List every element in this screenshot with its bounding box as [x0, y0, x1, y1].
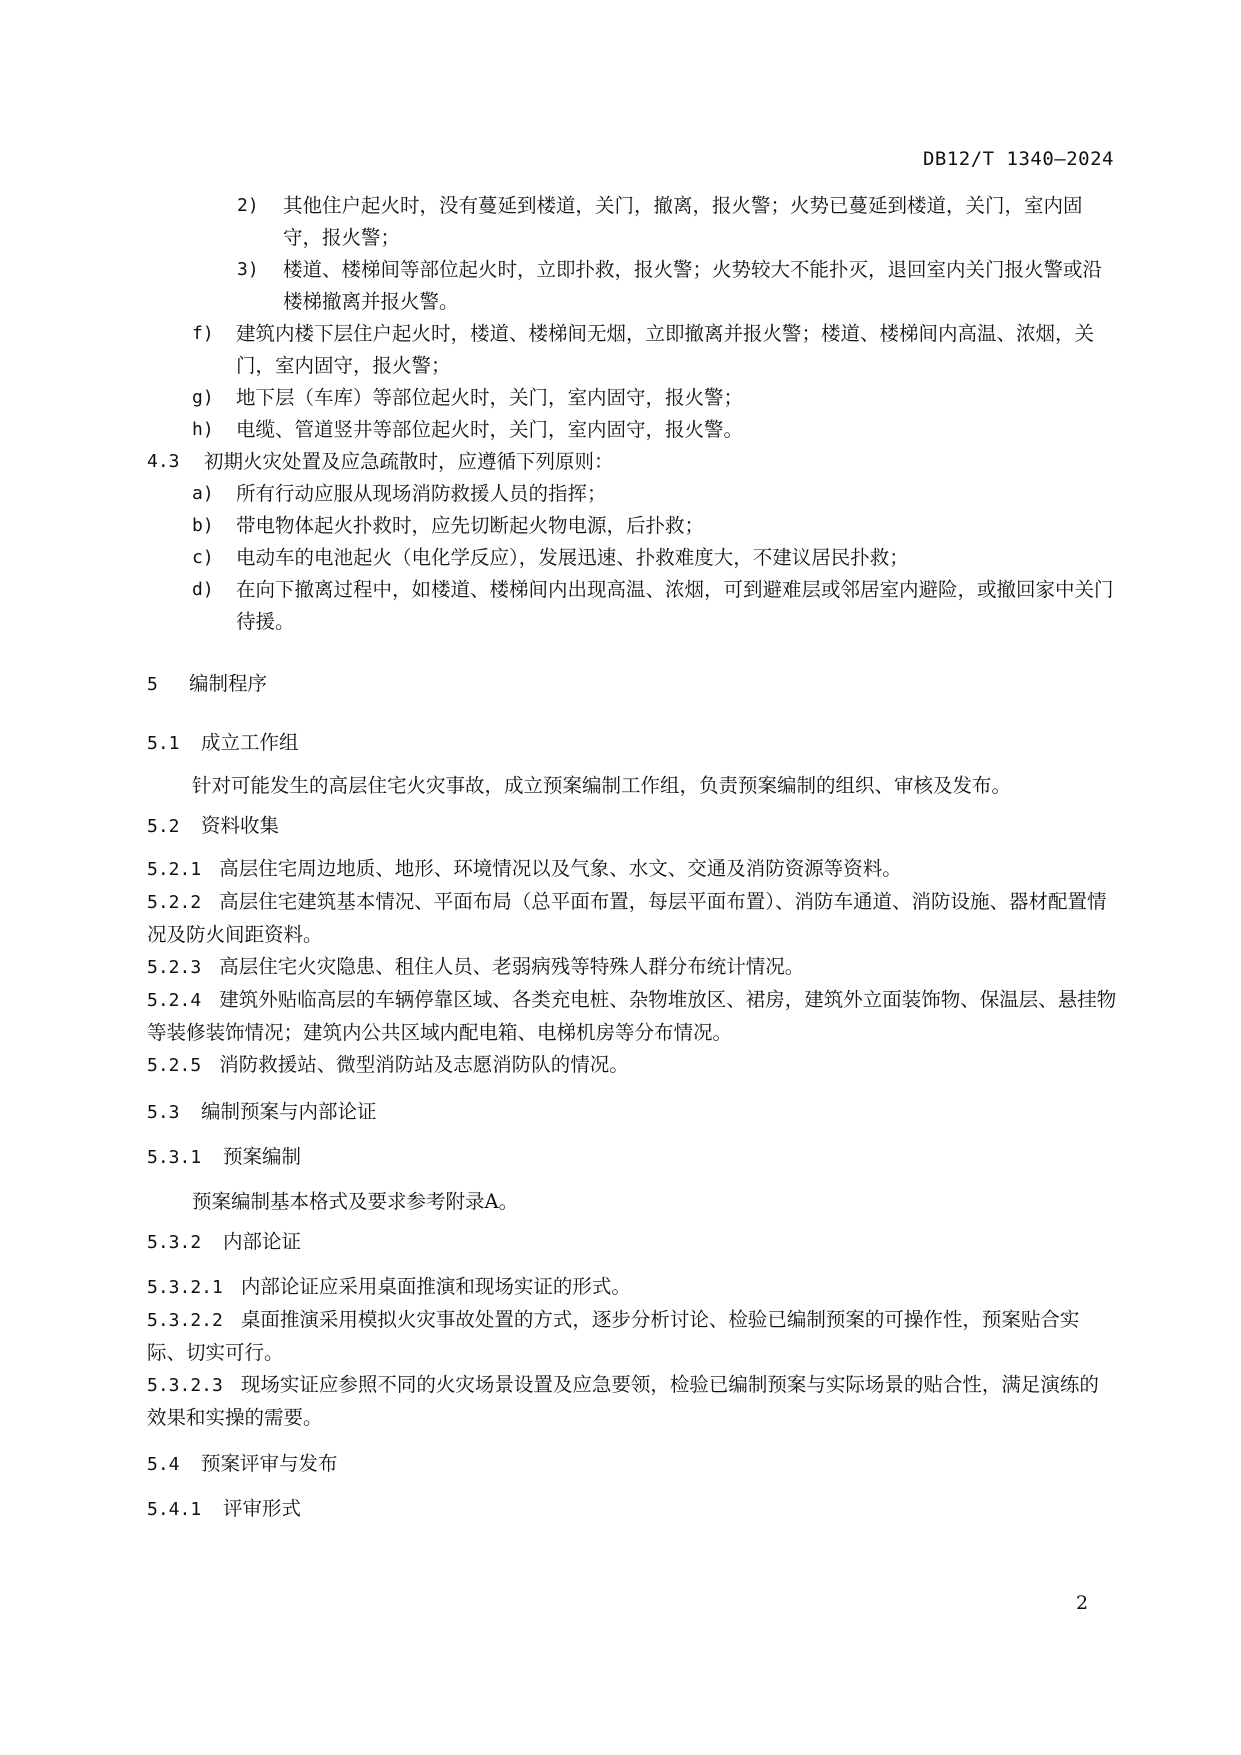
list-item — [147, 478, 1117, 510]
item-text: 带电物体起火扑救时，应先切断起火物电源，后扑救； — [236, 514, 705, 537]
section-number: 5.2 — [147, 816, 180, 837]
subsection-heading — [147, 1226, 1117, 1259]
clause-text: 消防救援站、微型消防站及志愿消防队的情况。 — [219, 1053, 629, 1076]
clause — [147, 853, 1117, 886]
item-text: 地下层（车库）等部位起火时，关门，室内固守，报火警； — [236, 386, 744, 409]
page-number: 2 — [1076, 1592, 1089, 1614]
section-title: 资料收集 — [201, 814, 280, 837]
chapter-heading — [147, 668, 1117, 701]
clause — [147, 984, 1117, 1049]
item-letter: d) — [192, 579, 214, 600]
clause — [147, 886, 1117, 951]
section-heading — [147, 727, 1117, 760]
item-letter: h) — [192, 419, 214, 440]
list-item — [147, 574, 1117, 638]
section-title: 预案评审与发布 — [201, 1452, 338, 1475]
chapter-number: 5 — [147, 674, 158, 695]
clause — [147, 1271, 1117, 1304]
list-item — [147, 318, 1117, 382]
section-heading — [147, 810, 1117, 843]
section-number: 5.3 — [147, 1102, 180, 1123]
subsection-title: 内部论证 — [223, 1230, 302, 1253]
item-text: 所有行动应服从现场消防救援人员的指挥； — [236, 482, 607, 505]
item-number: 2) — [237, 195, 259, 216]
clause-number: 5.2.1 — [147, 859, 202, 880]
clause-number: 5.2.3 — [147, 957, 202, 978]
item-letter: c) — [192, 547, 214, 568]
clause-number: 5.3.2.1 — [147, 1277, 223, 1298]
chapter-title: 编制程序 — [189, 672, 268, 695]
clause — [147, 1369, 1117, 1434]
section-heading — [147, 1096, 1117, 1129]
list-item — [147, 510, 1117, 542]
clause-text: 高层住宅建筑基本情况、平面布局（总平面布置，每层平面布置）、消防车通道、消防设施、器材配置情况及防火间距资料。 — [147, 890, 1107, 946]
clause-text: 现场实证应参照不同的火灾场景设置及应急要领，检验已编制预案与实际场景的贴合性，满足演练的效果和实操的需要。 — [147, 1373, 1099, 1429]
clause-number: 5.2.4 — [147, 990, 202, 1011]
item-text: 在向下撤离过程中，如楼道、楼梯间内出现高温、浓烟，可到避难层或邻居室内避险，或撤回家中关门待援。 — [236, 578, 1114, 633]
clause-4-3 — [147, 446, 1117, 478]
list-item — [147, 542, 1117, 574]
section-number: 5.1 — [147, 733, 180, 754]
item-letter: g) — [192, 387, 214, 408]
item-text: 电动车的电池起火（电化学反应），发展迅速、扑救难度大，不建议居民扑救； — [236, 546, 909, 569]
item-text: 电缆、管道竖井等部位起火时，关门，室内固守，报火警。 — [236, 418, 744, 441]
clause-text: 桌面推演采用模拟火灾事故处置的方式，逐步分析讨论、检验已编制预案的可操作性，预案贴合实际、切实可行。 — [147, 1308, 1080, 1364]
subsection-heading — [147, 1141, 1117, 1174]
clause-text: 内部论证应采用桌面推演和现场实证的形式。 — [240, 1275, 631, 1298]
item-letter: a) — [192, 483, 214, 504]
subsection-number: 5.3.2 — [147, 1232, 202, 1253]
section-title: 成立工作组 — [201, 731, 299, 754]
item-text: 建筑内楼下层住户起火时，楼道、楼梯间无烟，立即撤离并报火警；楼道、楼梯间内高温、浓烟，关门，室内固守，报火警； — [236, 322, 1095, 377]
clause-text: 建筑外贴临高层的车辆停靠区域、各类充电桩、杂物堆放区、裙房，建筑外立面装饰物、保温层、悬挂物等装修装饰情况；建筑内公共区域内配电箱、电梯机房等分布情况。 — [147, 988, 1117, 1044]
list-item — [147, 414, 1117, 446]
item-text: 其他住户起火时，没有蔓延到楼道，关门，撤离，报火警；火势已蔓延到楼道，关门，室内固守，报火警； — [283, 194, 1083, 249]
subsection-title: 预案编制 — [223, 1145, 302, 1168]
subsection-title: 评审形式 — [223, 1497, 302, 1520]
list-item — [147, 190, 1117, 254]
item-letter: f) — [192, 323, 214, 344]
clause-text: 初期火灾处置及应急疏散时，应遵循下列原则： — [204, 450, 614, 473]
clause-number: 4.3 — [147, 451, 180, 472]
clause — [147, 1049, 1117, 1082]
paragraph: 针对可能发生的高层住宅火灾事故，成立预案编制工作组，负责预案编制的组织、审核及发布。 — [192, 774, 1012, 797]
subsection-number: 5.4.1 — [147, 1499, 202, 1520]
clause-number: 5.3.2.2 — [147, 1310, 223, 1331]
item-number: 3) — [237, 259, 259, 280]
paragraph: 预案编制基本格式及要求参考附录A。 — [192, 1190, 519, 1213]
subsection-number: 5.3.1 — [147, 1147, 202, 1168]
clause-text: 高层住宅周边地质、地形、环境情况以及气象、水文、交通及消防资源等资料。 — [219, 857, 902, 880]
section-heading — [147, 1448, 1117, 1481]
clause — [147, 1304, 1117, 1369]
section-title: 编制预案与内部论证 — [201, 1100, 377, 1123]
subsection-heading — [147, 1493, 1117, 1526]
list-item — [147, 254, 1117, 318]
item-letter: b) — [192, 515, 214, 536]
item-text: 楼道、楼梯间等部位起火时，立即扑救，报火警；火势较大不能扑灭，退回室内关门报火警或沿楼梯撤离并报火警。 — [283, 258, 1103, 313]
section-number: 5.4 — [147, 1454, 180, 1475]
clause-number: 5.2.2 — [147, 892, 202, 913]
clause-number: 5.3.2.3 — [147, 1375, 223, 1396]
clause-number: 5.2.5 — [147, 1055, 202, 1076]
list-item — [147, 382, 1117, 414]
document-body — [147, 190, 1117, 1526]
clause — [147, 951, 1117, 984]
standard-code: DB12/T 1340—2024 — [922, 148, 1114, 170]
clause-text: 高层住宅火灾隐患、租住人员、老弱病残等特殊人群分布统计情况。 — [219, 955, 805, 978]
